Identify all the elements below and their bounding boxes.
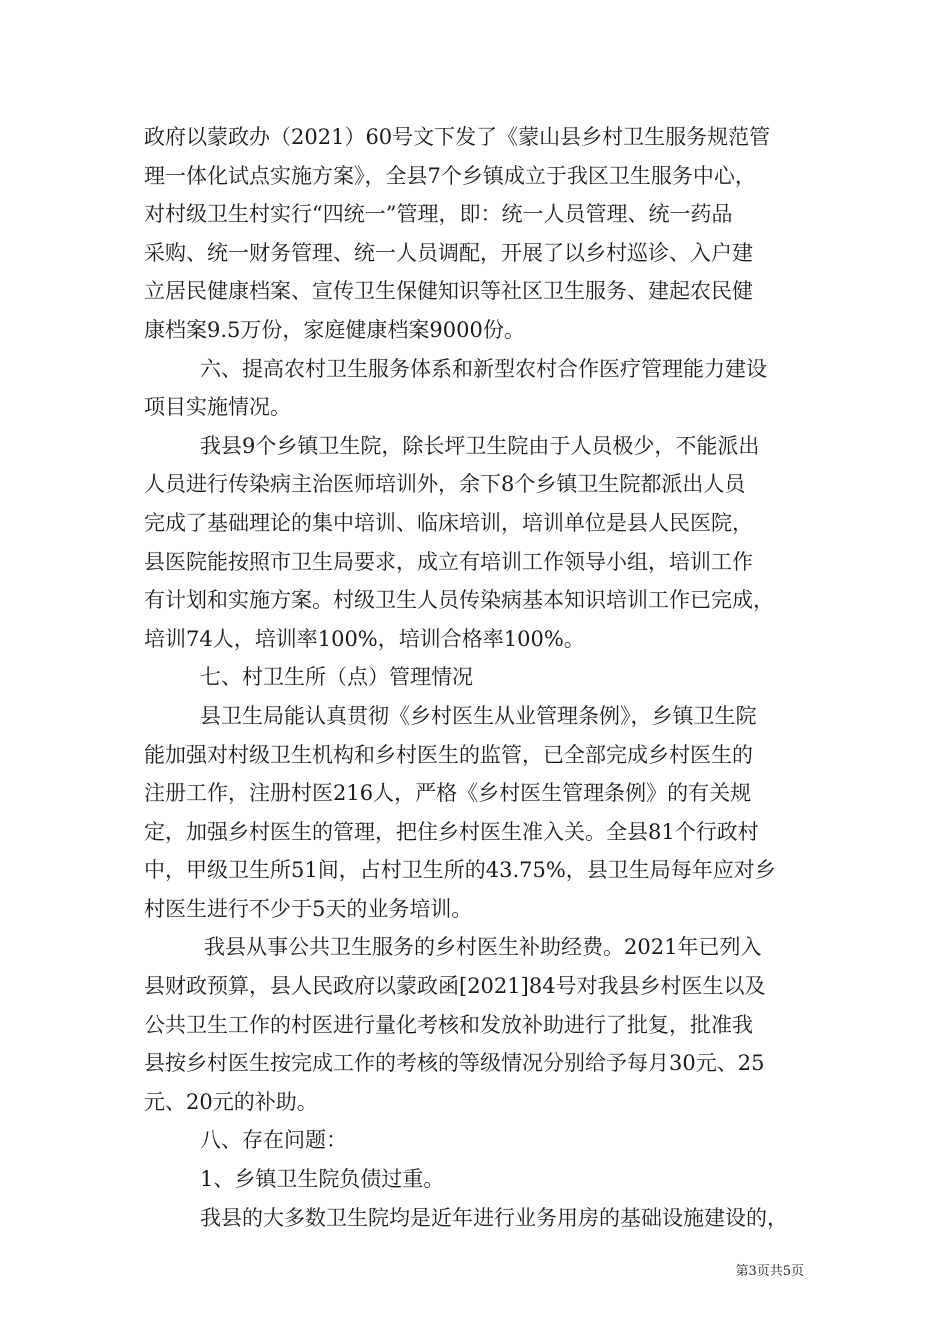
page-number: 第3页共5页 bbox=[735, 1264, 804, 1279]
text-line: 县财政预算，县人民政府以蒙政函[2021]84号对我县乡村医生以及 bbox=[144, 974, 766, 999]
text-line: 村医生进行不少于5天的业务培训。 bbox=[144, 896, 473, 921]
text-line: 采购、统一财务管理、统一人员调配，开展了以乡村巡诊、入户建 bbox=[144, 240, 753, 265]
text-line: 七、村卫生所（点）管理情况 bbox=[200, 665, 473, 690]
text-line: 1、乡镇卫生院负债过重。 bbox=[200, 1167, 445, 1192]
text-line: 培训74人，培训率100%，培训合格率100%。 bbox=[144, 626, 585, 651]
text-line: 县卫生局能认真贯彻《乡村医生从业管理条例》，乡镇卫生院 bbox=[200, 703, 757, 728]
text-line: 我县的大多数卫生院均是近年进行业务用房的基础设施建设的， bbox=[200, 1205, 788, 1230]
text-line: 理一体化试点实施方案》，全县7个乡镇成立于我区卫生服务中心， bbox=[144, 163, 756, 188]
text-line: 能加强对村级卫生机构和乡村医生的监管，已全部完成乡村医生的 bbox=[144, 742, 753, 767]
text-line: 县医院能按照市卫生局要求，成立有培训工作领导小组，培训工作 bbox=[144, 549, 753, 574]
text-line: 政府以蒙政办（2021）60号文下发了《蒙山县乡村卫生服务规范管 bbox=[144, 125, 771, 149]
document-body bbox=[144, 118, 816, 1237]
text-line: 元、20元的补助。 bbox=[144, 1089, 318, 1114]
text-line: 公共卫生工作的村医进行量化考核和发放补助进行了批复，批准我 bbox=[144, 1012, 753, 1037]
text-line: 我县从事公共卫生服务的乡村医生补助经费。2021年已列入 bbox=[204, 935, 762, 960]
text-line: 立居民健康档案、宣传卫生保健知识等社区卫生服务、建起农民健 bbox=[144, 279, 753, 304]
text-line: 项目实施情况。 bbox=[144, 395, 291, 420]
text-line: 有计划和实施方案。村级卫生人员传染病基本知识培训工作已完成， bbox=[144, 588, 774, 613]
text-line: 完成了基础理论的集中培训、临床培训，培训单位是县人民医院， bbox=[144, 510, 753, 535]
text-line: 康档案9.5万份，家庭健康档案9000份。 bbox=[144, 317, 525, 342]
text-line: 注册工作，注册村医216人，严格《乡村医生管理条例》的有关规 bbox=[144, 781, 752, 806]
text-line: 六、提高农村卫生服务体系和新型农村合作医疗管理能力建设 bbox=[200, 356, 767, 381]
text-line: 定，加强乡村医生的管理，把住乡村医生准入关。全县81个行政村 bbox=[144, 819, 759, 844]
text-line: 八、存在问题： bbox=[200, 1128, 347, 1153]
text-line: 人员进行传染病主治医师培训外，余下8个乡镇卫生院都派出人员 bbox=[144, 472, 746, 497]
text-line: 中，甲级卫生所51间，占村卫生所的43.75%，县卫生局每年应对乡 bbox=[144, 858, 776, 883]
text-line: 县按乡村医生按完成工作的考核的等级情况分别给予每月30元、25 bbox=[144, 1051, 765, 1076]
text-line: 我县9个乡镇卫生院，除长坪卫生院由于人员极少，不能派出 bbox=[200, 433, 760, 458]
text-line: 对村级卫生村实行“四统一”管理，即：统一人员管理、统一药品 bbox=[144, 202, 733, 227]
